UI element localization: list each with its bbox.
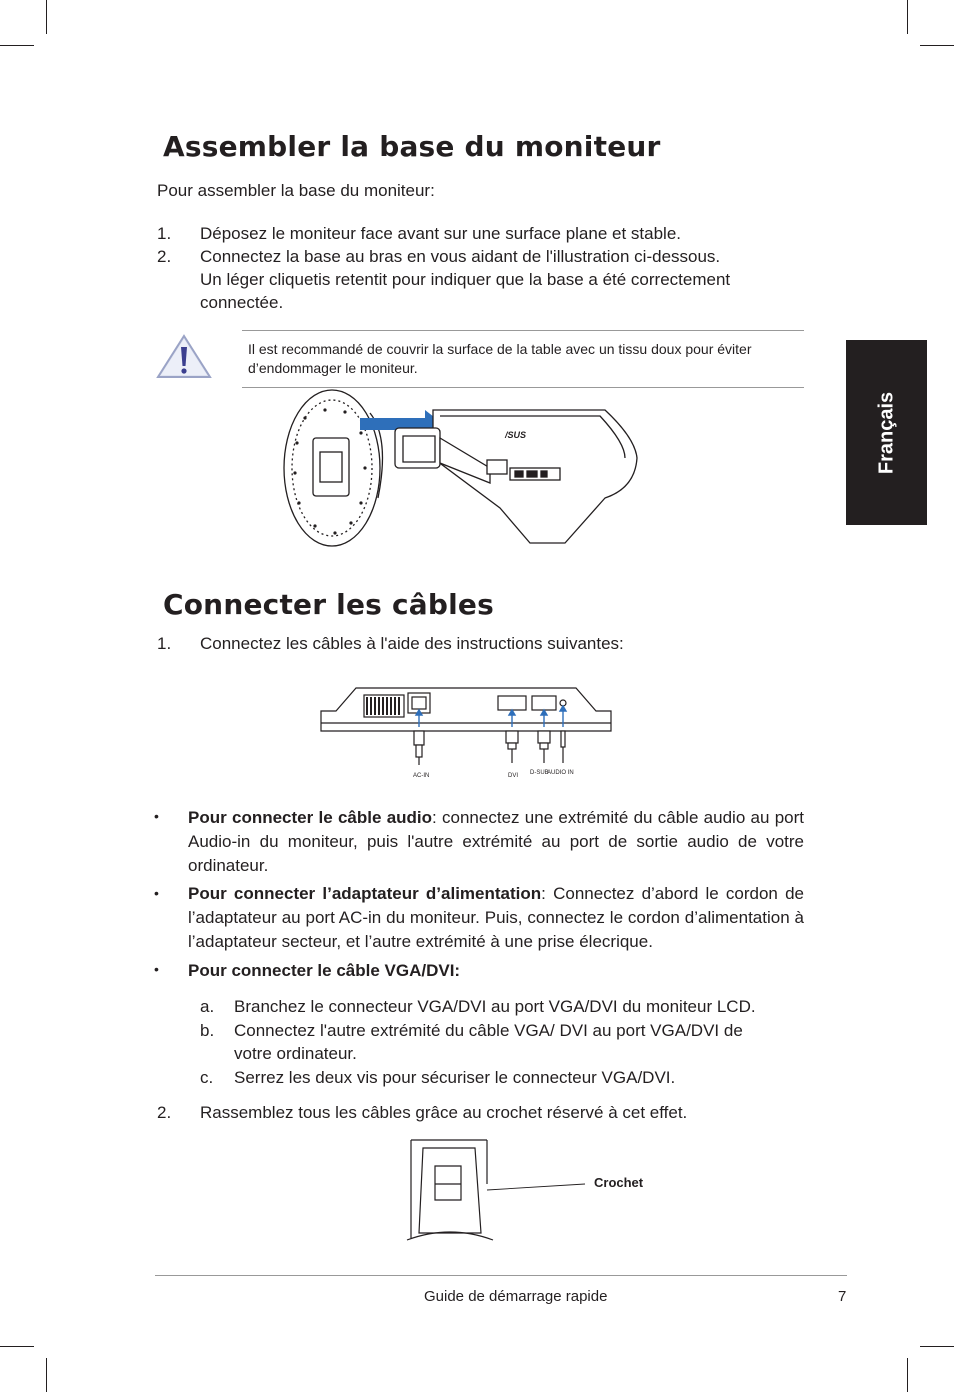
port-label-dsub: D-SUB	[530, 770, 549, 776]
footer-divider	[155, 1275, 847, 1276]
step-text: Connectez les câbles à l'aide des instructions suivantes:	[200, 634, 624, 653]
crop-mark	[907, 0, 908, 34]
language-tab-label: Français	[875, 391, 897, 474]
step-number: 2.	[157, 247, 172, 266]
crop-mark	[920, 45, 954, 46]
crop-mark	[907, 1358, 908, 1392]
intro-text: Pour assembler la base du moniteur:	[157, 181, 435, 200]
substep-letter: a.	[200, 997, 215, 1016]
step-number: 1.	[157, 224, 172, 243]
bullet-power	[188, 882, 804, 954]
bullet-bold: Pour connecter le câble VGA/DVI:	[188, 961, 461, 980]
step-number: 1.	[157, 634, 172, 653]
note-divider	[242, 330, 804, 331]
step-text: Rassemblez tous les câbles grâce au crochet réservé à cet effet.	[200, 1103, 688, 1122]
note-line: Il est recommandé de couvrir la surface de la table avec un tissu doux pour éviter	[248, 341, 752, 357]
port-label-ac: AC-IN	[413, 773, 430, 779]
crop-mark	[46, 0, 47, 34]
substep-letter: b.	[200, 1021, 215, 1040]
substep-text: Connectez l'autre extrémité du câble VGA/ DVI au port VGA/DVI de	[234, 1021, 743, 1040]
substep-text: votre ordinateur.	[234, 1044, 357, 1063]
bullet-bold: Pour connecter l’adaptateur d’alimentation	[188, 884, 542, 903]
language-tab	[846, 340, 927, 525]
bullet-dot: •	[154, 961, 159, 977]
crop-mark	[920, 1346, 954, 1347]
section-title-cables: Connecter les câbles	[163, 588, 494, 621]
substep-text: Serrez les deux vis pour sécuriser le connecteur VGA/DVI.	[234, 1068, 676, 1087]
bullet-vga	[188, 959, 804, 983]
bullet-bold: Pour connecter le câble audio	[188, 808, 433, 827]
svg-text:/SUS: /SUS	[505, 430, 527, 440]
ports-illustration	[316, 683, 616, 779]
hook-illustration	[405, 1138, 650, 1242]
crop-mark	[0, 1346, 34, 1347]
substep-letter: c.	[200, 1068, 214, 1087]
section-title-assemble: Assembler la base du moniteur	[163, 130, 661, 163]
substep-text: Branchez le connecteur VGA/DVI au port VGA/DVI du moniteur LCD.	[234, 997, 756, 1016]
step-text-line: Connectez la base au bras en vous aidant de l'illustration ci-dessous.	[200, 247, 721, 266]
port-label-audio: AUDIO IN	[547, 770, 574, 776]
step-number: 2.	[157, 1103, 172, 1122]
bullet-dot: •	[154, 808, 159, 824]
step-text-line: connectée.	[200, 293, 284, 312]
step-text: Déposez le moniteur face avant sur une surface plane et stable.	[200, 224, 682, 243]
step-text-line: Un léger cliquetis retentit pour indiquer que la base a été correctement	[200, 270, 731, 289]
bullet-dot: •	[154, 885, 159, 901]
page-number: 7	[838, 1288, 847, 1305]
bullet-audio	[188, 806, 804, 878]
port-label-dvi: DVI	[508, 773, 519, 779]
crop-mark	[46, 1358, 47, 1392]
hook-label: Crochet	[594, 1175, 644, 1190]
footer-guide-title: Guide de démarrage rapide	[424, 1288, 608, 1305]
crop-mark	[0, 45, 34, 46]
warning-icon	[155, 333, 213, 381]
bullet-body: : Connectez d’abord le cordon de l’adaptateur au port AC-in du moniteur. Puis, connectez le cordon d’alimentation à l’adaptateur secteur, et l’autre extrémité à une prise élecrique.	[188, 884, 804, 951]
base-assembly-illustration	[275, 388, 643, 550]
bullet-body: : connectez une extrémité du câble audio au port Audio-in du moniteur, puis l'autre extrémité au port de sortie audio de votre ordinateur.	[188, 808, 805, 875]
note-line: d’endommager le moniteur.	[248, 360, 418, 376]
